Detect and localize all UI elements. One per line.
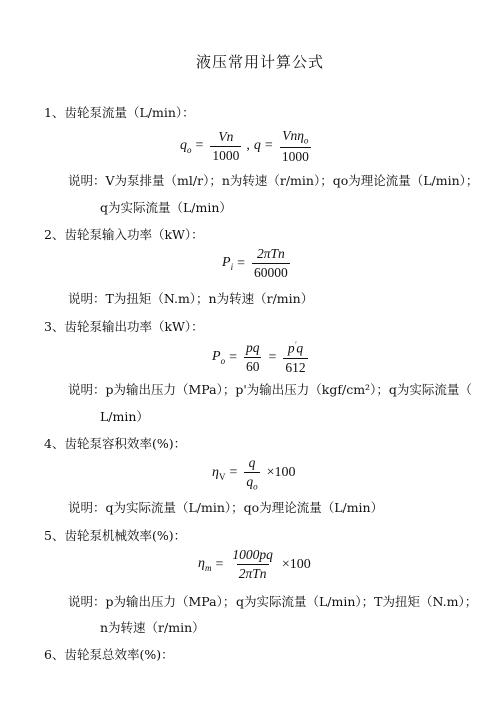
section-3-note-2: L/min） xyxy=(100,409,149,424)
section-5-note-1a: 说明：p为输出压力（MPa）； xyxy=(68,594,236,609)
section-4-heading: 4、齿轮泵容积效率(%)： xyxy=(44,436,187,451)
section-2-heading: 2、齿轮泵输入功率（kW）： xyxy=(44,227,204,242)
section-1-note-1: 说明：V为泵排量（ml/r）；n为转速（r/min）；qo为理论流量（L/min）； xyxy=(68,173,479,188)
section-6-heading: 6、齿轮泵总效率(%)： xyxy=(44,647,174,662)
section-3-heading: 3、齿轮泵输出功率（kW）： xyxy=(44,319,204,334)
formula-2: $P_i$ = $\frac{\text{2πTn}}{60000}$ xyxy=(222,246,288,280)
section-1-heading: 1、齿轮泵流量（L/min）： xyxy=(44,105,195,120)
page-title: 液压常用计算公式 xyxy=(196,53,325,71)
section-1-note-2: q为实际流量（L/min） xyxy=(100,200,232,215)
section-5-note-2: n为转速（r/min） xyxy=(100,620,205,635)
section-5-heading: 5、齿轮泵机械效率(%)： xyxy=(44,528,187,543)
formula-1: $q_o$ = $\frac{Vn}{1000}$ , q = $\frac{Vn\eta_o}{1000}$ xyxy=(180,128,309,164)
formula-3: $P_o$ = $\frac{pq}{60}$ = $\frac{p'q}{612}$ xyxy=(212,340,306,375)
section-3-note-1: 说明：p为输出压力（MPa）；p'为输出压力（kgf/cm²）；q为实际流量（ xyxy=(68,382,472,397)
formula-5: $\eta_m$ = $\frac{1000pq}{\text{2πTn}}$ ×100 xyxy=(198,547,311,581)
section-5-note-1b: q为实际流量（L/min）；T为扭矩（N.m）； xyxy=(236,594,478,609)
formula-4: $\eta_V$ = $\frac{q}{q_o}$ ×100 xyxy=(212,455,296,492)
section-2-note: 说明：T为扭矩（N.m）；n为转速（r/min） xyxy=(68,291,314,306)
section-4-note: 说明：q为实际流量（L/min）；qo为理论流量（L/min） xyxy=(68,500,384,515)
